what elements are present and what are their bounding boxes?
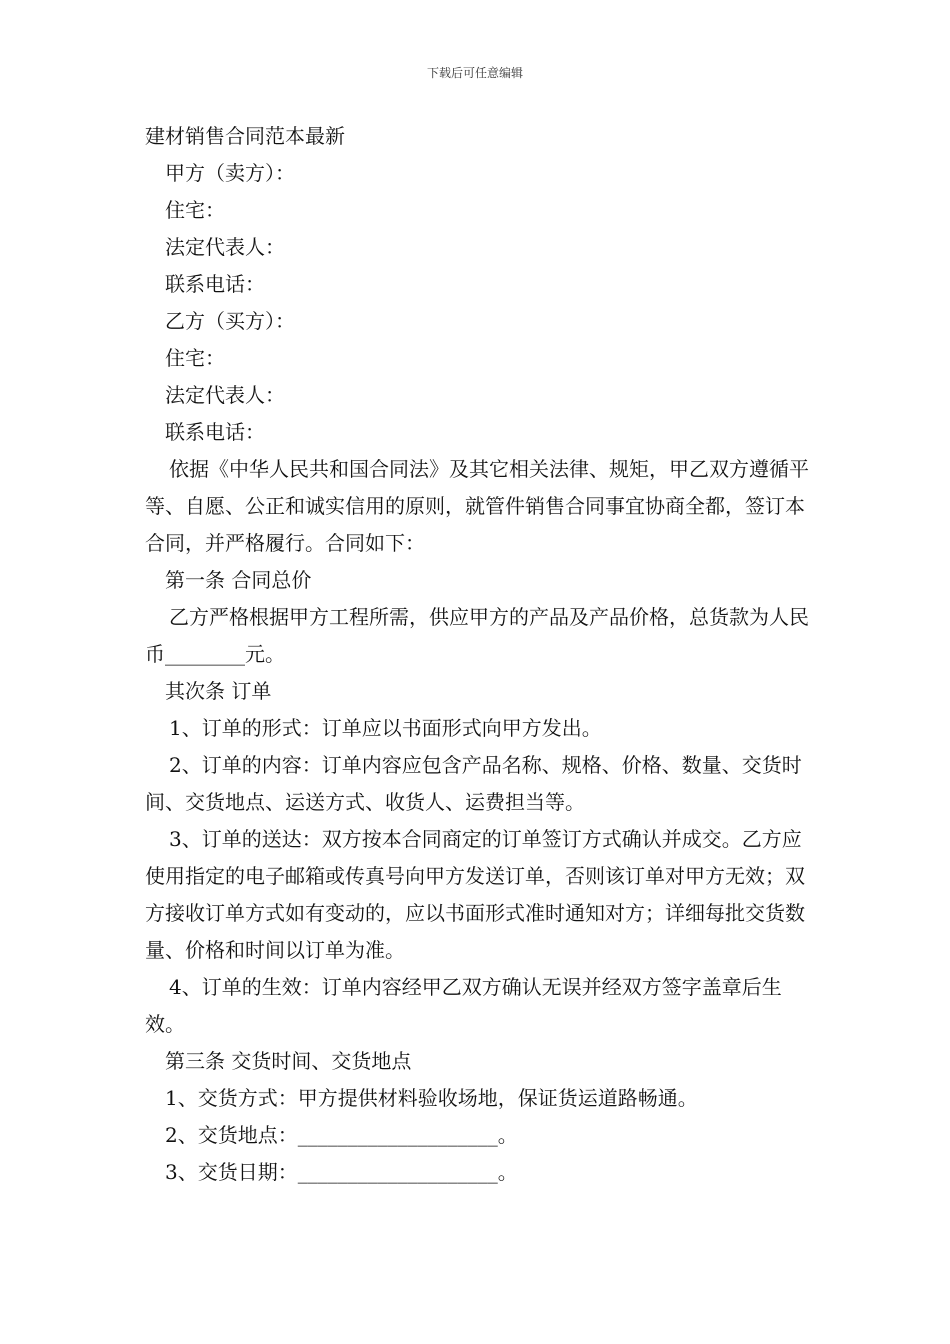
article-1-heading: 第一条 合同总价 <box>165 568 312 592</box>
intro-paragraph: 依据《中华人民共和国合同法》及其它相关法律、规矩，甲乙双方遵循平等、自愿、公正和诚实信用的原则，就管件销售合同事宜协商全都，签订本合同，并严格履行。合同如下： <box>145 457 809 555</box>
buyer-address-label: 住宅： <box>165 346 225 370</box>
seller-representative-label: 法定代表人： <box>165 235 285 259</box>
buyer-label: 乙方（买方）： <box>165 309 295 333</box>
article-2-item-4: 4、订单的生效：订单内容经甲乙双方确认无误并经双方签字盖章后生效。 <box>145 975 782 1036</box>
document-title: 建材销售合同范本最新 <box>145 124 345 148</box>
article-2-item-1: 1、订单的形式：订单应以书面形式向甲方发出。 <box>169 716 602 740</box>
seller-address-label: 住宅： <box>165 198 225 222</box>
article-3-heading: 第三条 交货时间、交货地点 <box>165 1049 412 1073</box>
article-3-item-3: 3、交货日期：____________________。 <box>165 1160 518 1184</box>
seller-phone-label: 联系电话： <box>165 272 265 296</box>
buyer-phone-label: 联系电话： <box>165 420 265 444</box>
article-3-item-1: 1、交货方式：甲方提供材料验收场地，保证货运道路畅通。 <box>165 1086 698 1110</box>
article-2-item-2: 2、订单的内容：订单内容应包含产品名称、规格、价格、数量、交货时间、交货地点、运送方式、收货人、运费担当等。 <box>145 753 802 814</box>
page-header: 下载后可任意编辑 <box>426 66 523 80</box>
seller-label: 甲方（卖方）： <box>165 161 295 185</box>
article-2-item-3: 3、订单的送达：双方按本合同商定的订单签订方式确认并成交。乙方应使用指定的电子邮箱或传真号向甲方发送订单，否则该订单对甲方无效；双方接收订单方式如有变动的，应以书面形式准时通知对方；详细每批交货数量、价格和时间以订单为准。 <box>145 827 805 962</box>
document-body <box>145 118 810 1191</box>
buyer-representative-label: 法定代表人： <box>165 383 285 407</box>
article-2-heading: 其次条 订单 <box>165 679 272 703</box>
article-1-text: 乙方严格根据甲方工程所需，供应甲方的产品及产品价格，总货款为人民币________元。 <box>145 605 809 666</box>
article-3-item-2: 2、交货地点：____________________。 <box>165 1123 518 1147</box>
